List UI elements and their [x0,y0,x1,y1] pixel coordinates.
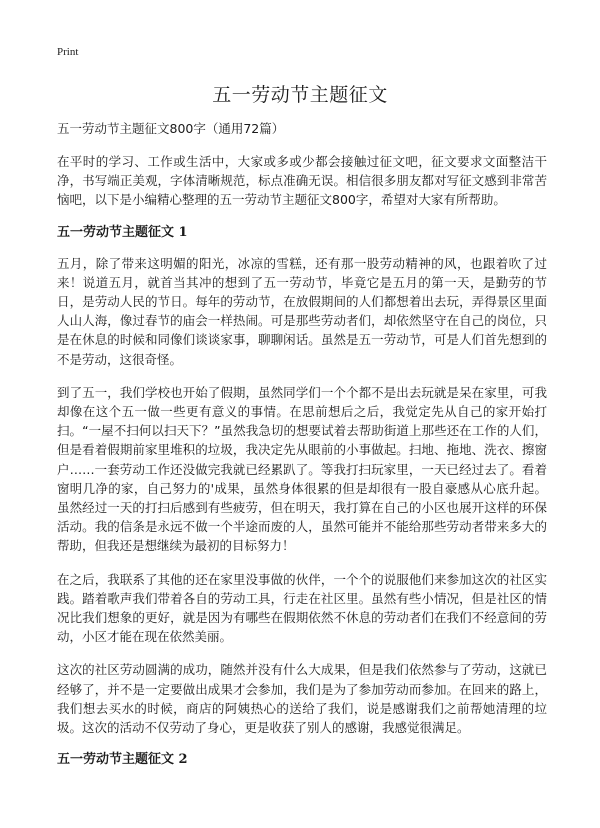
section-heading-2: 五一劳动节主题征文 2 [57,752,188,768]
document-body [57,120,547,781]
section1-paragraph-2: 到了五一，我们学校也开始了假期，虽然同学们一个个都不是出去玩就是呆在家里，可我却像在这个五一做一些更有意义的事情。在思前想后之后，我觉定先从自己的家开始打扫。“一屋不扫何以扫天下？”虽然我急切的想要试着去帮助街道上那些还在工作的人们，但是看着假期前家里堆积的垃圾，我决定先从眼前的小事做起。扫地、拖地、洗衣、擦窗户……一套劳动工作还没做完我就已经累趴了。等我打扫玩家里，一天已经过去了。看着窗明几净的家，自己努力的'成果，虽然身体很累的但是却很有一股自豪感从心底升起。虽然经过一天的打扫后感到有些疲劳，但在明天，我打算在自己的小区也展开这样的环保活动。我的信条是永远不做一个半途而废的人，虽然可能并不能给那些劳动者带来多大的帮助，但我还是想继续为最初的目标努力！ [57,384,547,554]
section-heading-1: 五一劳动节主题征文 1 [57,224,188,240]
section1-paragraph-4: 这次的社区劳动圆满的成功，随然并没有什么大成果，但是我们依然参与了劳动，这就已经够了，并不是一定要做出成果才会参加，我们是为了参加劳动而参加。在回来的路上，我们想去买水的时候，商店的阿姨热心的送给了我们，说是感谢我们之前帮她清理的垃圾。这次的活动不仅劳动了身心，更是收获了别人的感谢，我感觉很满足。 [57,662,547,736]
section1-paragraph-3: 在之后，我联系了其他的还在家里没事做的伙伴，一个个的说服他们来参加这次的社区实践。踏着歌声我们带着各自的劳动工具，行走在社区里。虽然有些小情况，但是社区的情况比我们想象的更好，就是因为有哪些在假期依然不休息的劳动者们在我们不经意间的劳动，小区才能在现在依然美丽。 [57,571,547,645]
document-title: 五一劳动节主题征文 [212,84,388,106]
section1-paragraph-1: 五月，除了带来这明媚的阳光，冰凉的雪糕，还有那一股劳动精神的风，也跟着吹了过来！说道五月，就首当其冲的想到了五一劳动节，毕竟它是五月的第一天，是勤劳的节日，是劳动人民的节日。每年的劳动节，在放假期间的人们都想着出去玩，弄得景区里面人山人海，像过春节的庙会一样热闹。可是那些劳动者们，却依然坚守在自己的岗位，只是在休息的时候和同像们谈谈家事，聊聊闲话。虽然是五一劳动节，可是人们首先想到的不是劳动，这很奇怪。 [57,255,547,367]
print-label: Print [57,46,79,58]
intro-paragraph: 在平时的学习、工作或生活中，大家或多或少都会接触过征文吧，征文要求文面整洁干净，书写端正美观，字体清晰规范，标点准确无误。相信很多朋友都对写征文感到非常苦恼吧，以下是小编精心整理的五一劳动节主题征文800字，希望对大家有所帮助。 [57,154,547,208]
document-subtitle: 五一劳动节主题征文800字（通用72篇） [57,121,285,136]
